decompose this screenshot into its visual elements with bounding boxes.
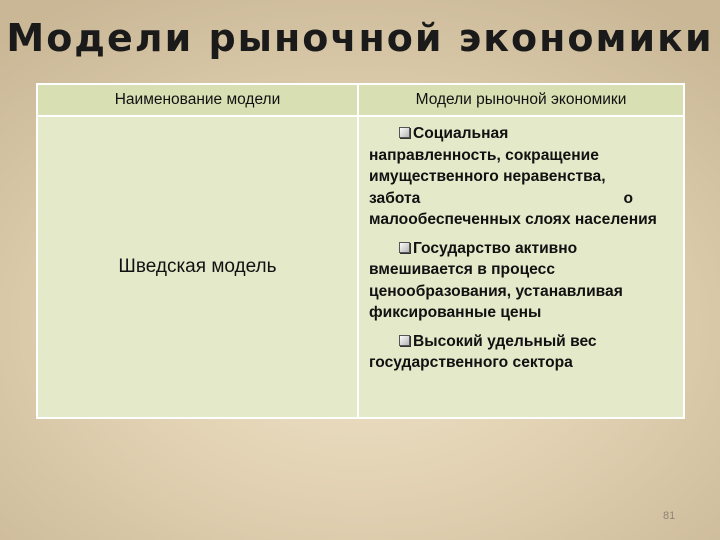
justified-line — [369, 188, 633, 210]
feature-word: о — [623, 189, 633, 207]
feature-text-lead: Высокий удельный вес — [412, 332, 597, 350]
table-header-row — [37, 84, 684, 116]
feature-item — [369, 238, 677, 324]
model-name-cell: Шведская модель — [37, 116, 358, 418]
features-list — [359, 117, 683, 374]
model-features-cell — [358, 116, 684, 418]
checkbox-bullet-icon — [399, 335, 410, 346]
feature-text-lead: Государство активно — [412, 239, 578, 257]
feature-text: направленность, сокращение имущественного неравенства, — [368, 146, 606, 185]
table-row — [37, 116, 684, 418]
feature-item — [369, 331, 677, 374]
header-market-models: Модели рыночной экономики — [358, 84, 684, 116]
slide-title: Модели рыночной экономики — [6, 16, 714, 60]
feature-text: вмешивается в процесс ценообразования, устанавливая фиксированные цены — [368, 261, 623, 321]
models-table — [36, 83, 685, 419]
header-model-name: Наименование модели — [37, 84, 358, 116]
feature-text: малообеспеченных слоях населения — [368, 211, 657, 228]
page-number: 81 — [663, 510, 676, 522]
checkbox-bullet-icon — [399, 242, 410, 253]
feature-text-lead: Социальная — [412, 125, 509, 142]
feature-word: забота — [368, 189, 421, 207]
feature-text: государственного сектора — [368, 354, 573, 371]
checkbox-bullet-icon — [399, 127, 410, 138]
feature-item — [369, 123, 677, 231]
